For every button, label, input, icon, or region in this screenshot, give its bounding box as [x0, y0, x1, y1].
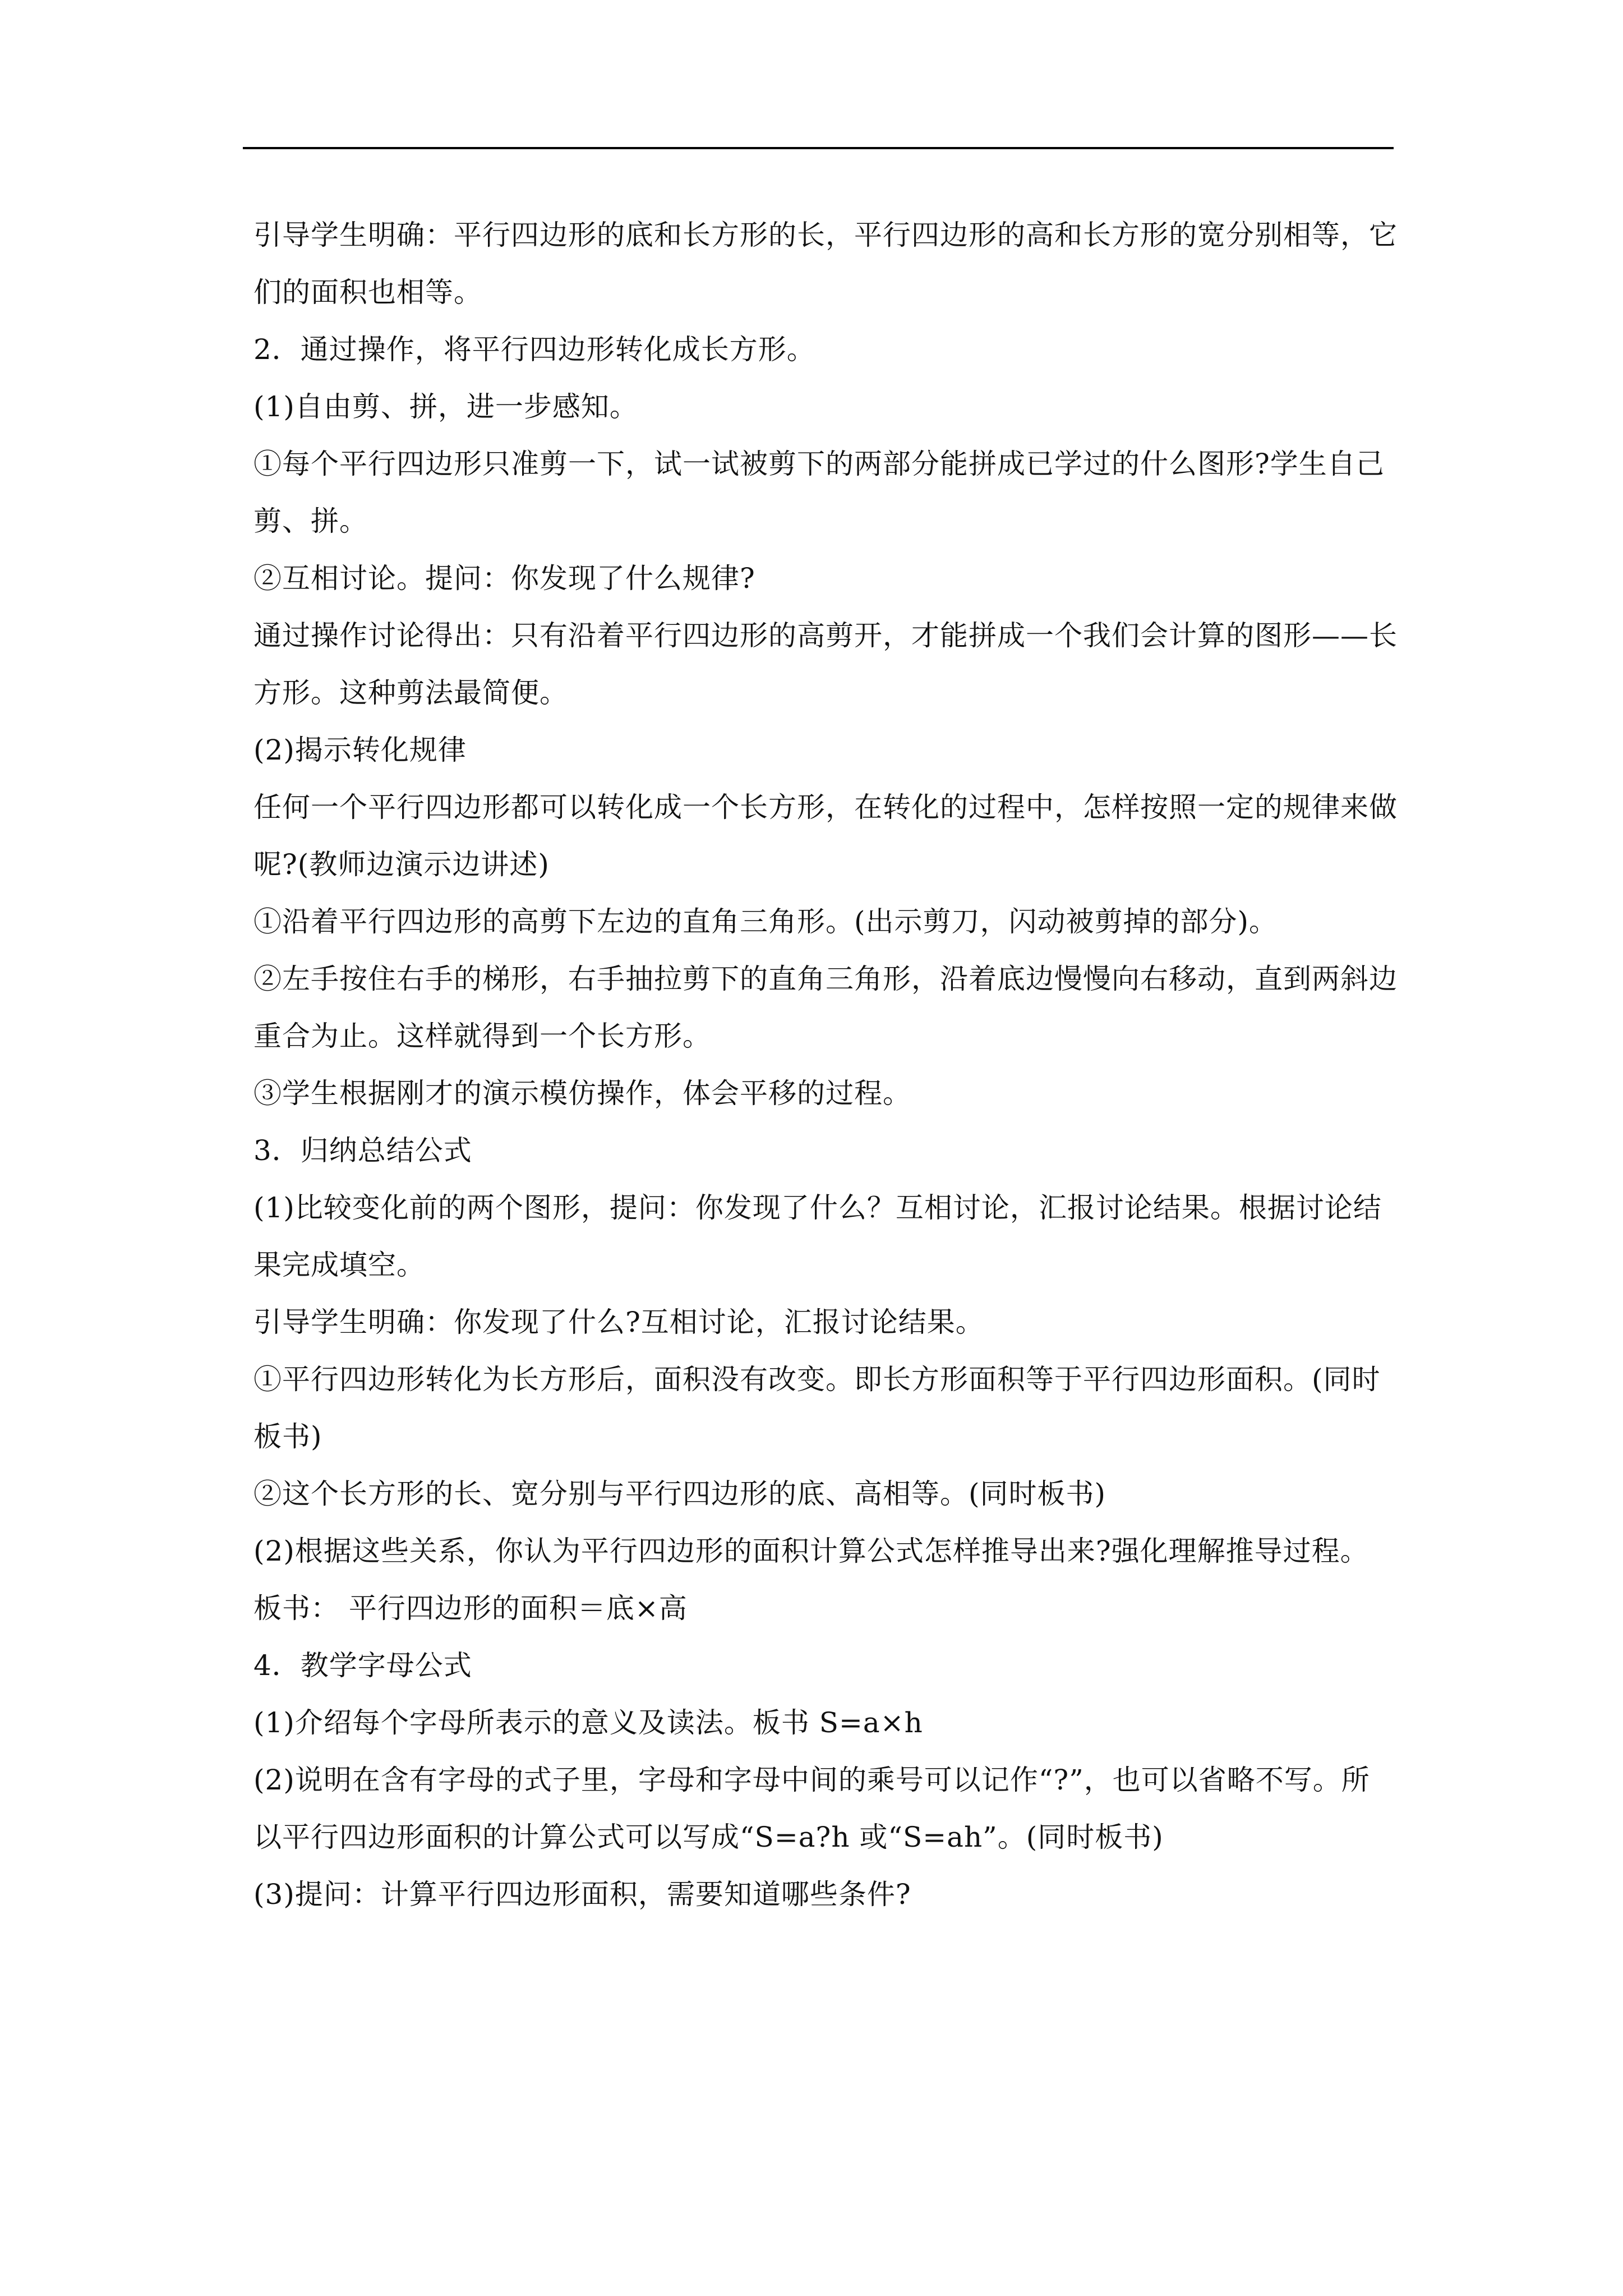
section-heading: 4．教学字母公式 — [253, 1649, 472, 1682]
paragraph-line: (3)提问：计算平行四边形面积，需要知道哪些条件? — [253, 1878, 911, 1911]
paragraph-line: ①每个平行四边形只准剪一下，试一试被剪下的两部分能拼成已学过的什么图形?学生自己 — [253, 448, 1385, 480]
paragraph-line: ②这个长方形的长、宽分别与平行四边形的底、高相等。(同时板书) — [253, 1478, 1106, 1510]
paragraph-line: (1)介绍每个字母所表示的意义及读法。板书 S=a×h — [253, 1706, 923, 1739]
paragraph-line: 重合为止。这样就得到一个长方形。 — [253, 1020, 711, 1052]
paragraph-line: (1)自由剪、拼，进一步感知。 — [253, 390, 638, 423]
paragraph-line: 们的面积也相等。 — [253, 276, 482, 309]
paragraph-line: 通过操作讨论得出：只有沿着平行四边形的高剪开，才能拼成一个我们会计算的图形——长 — [253, 619, 1398, 652]
paragraph-line: 引导学生明确：平行四边形的底和长方形的长，平行四边形的高和长方形的宽分别相等，它 — [253, 219, 1398, 251]
header-rule — [243, 147, 1394, 149]
section-heading: 2．通过操作，将平行四边形转化成长方形。 — [253, 333, 815, 366]
paragraph-line: ①平行四边形转化为长方形后，面积没有改变。即长方形面积等于平行四边形面积。(同时 — [253, 1363, 1381, 1396]
paragraph-line: ①沿着平行四边形的高剪下左边的直角三角形。(出示剪刀，闪动被剪掉的部分)。 — [253, 905, 1278, 938]
paragraph-line: 剪、拼。 — [253, 505, 368, 537]
paragraph-line: (2)根据这些关系，你认为平行四边形的面积计算公式怎样推导出来?强化理解推导过程。 — [253, 1535, 1369, 1567]
paragraph-line: (1)比较变化前的两个图形，提问：你发现了什么？互相讨论，汇报讨论结果。根据讨论结 — [253, 1191, 1382, 1224]
paragraph-line: 以平行四边形面积的计算公式可以写成“S=a?h 或“S=ah”。(同时板书) — [253, 1821, 1164, 1853]
document-body — [253, 206, 1398, 1923]
paragraph-line: 任何一个平行四边形都可以转化成一个长方形，在转化的过程中，怎样按照一定的规律来做 — [253, 791, 1398, 823]
paragraph-line: (2)说明在含有字母的式子里，字母和字母中间的乘号可以记作“?”，也可以省略不写。所 — [253, 1764, 1370, 1796]
paragraph-line: 呢?(教师边演示边讲述) — [253, 848, 550, 881]
paragraph-line: 板书) — [253, 1420, 322, 1453]
paragraph-line: ②互相讨论。提问：你发现了什么规律? — [253, 562, 755, 595]
formula-line: 板书： 平行四边形的面积＝底×高 — [253, 1592, 688, 1625]
paragraph-line: ③学生根据刚才的演示模仿操作，体会平移的过程。 — [253, 1077, 911, 1110]
paragraph-line: ②左手按住右手的梯形，右手抽拉剪下的直角三角形，沿着底边慢慢向右移动，直到两斜边 — [253, 963, 1398, 995]
paragraph-line: 方形。这种剪法最简便。 — [253, 677, 568, 709]
paragraph-line: 果完成填空。 — [253, 1249, 425, 1281]
paragraph-line: (2)揭示转化规律 — [253, 734, 467, 766]
paragraph-line: 引导学生明确：你发现了什么?互相讨论，汇报讨论结果。 — [253, 1306, 984, 1338]
section-heading: 3．归纳总结公式 — [253, 1134, 472, 1167]
